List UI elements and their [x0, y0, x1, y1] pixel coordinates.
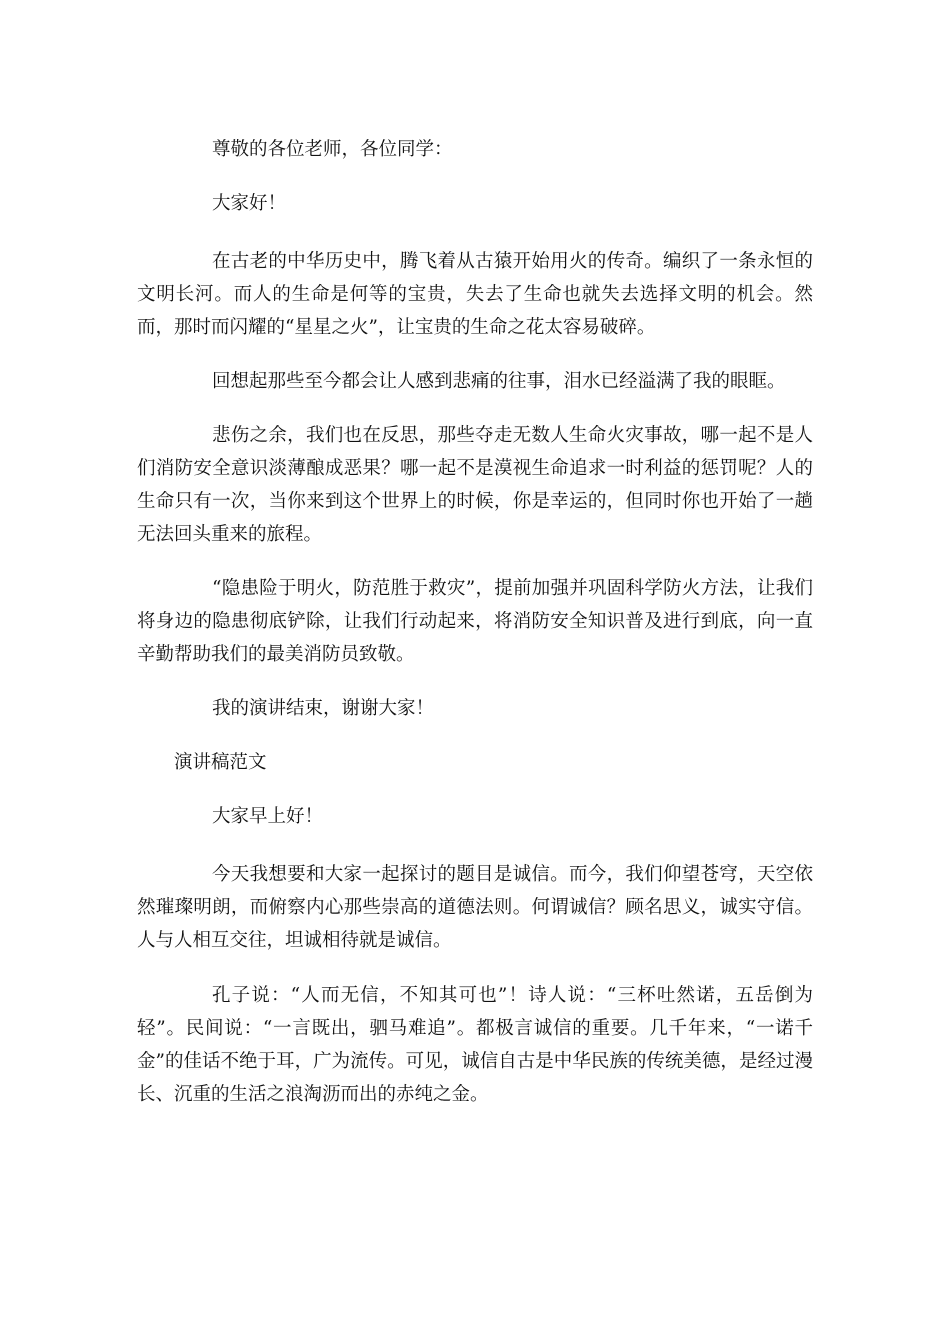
greeting: 大家好！	[212, 193, 287, 214]
paragraph-confucius: 孔子说：“人而无信，不知其可也”！诗人说：“三杯吐然诺，五岳倒为轻”。民间说：“一言既出，驷马难追”。都极言诚信的重要。几千年来，“一诺千金”的佳话不绝于耳，广为流传。可见，诚信自古是中华民族的传统美德，是经过漫长、沉重的生活之浪淘沥而出的赤纯之金。	[137, 985, 813, 1105]
section-title: 演讲稿范文	[174, 752, 267, 773]
paragraph-reflection: 悲伤之余，我们也在反思，那些夺走无数人生命火灾事故，哪一起不是人们消防安全意识淡薄酿成恶果？哪一起不是漠视生命追求一时利益的惩罚呢？人的生命只有一次，当你来到这个世界上的时候，你是幸运的，但同时你也开始了一趟无法回头重来的旅程。	[137, 425, 813, 545]
paragraph-prevention: “隐患险于明火，防范胜于救灾”，提前加强并巩固科学防火方法，让我们将身边的隐患彻底铲除，让我们行动起来，将消防安全知识普及进行到底，向一直辛勤帮助我们的最美消防员致敬。	[137, 578, 813, 665]
paragraph-history: 在古老的中华历史中，腾飞着从古猿开始用火的传奇。编织了一条永恒的文明长河。而人的生命是何等的宝贵，失去了生命也就失去选择文明的机会。然而，那时而闪耀的“星星之火”，让宝贵的生命之花太容易破碎。	[137, 251, 813, 338]
salutation: 尊敬的各位老师，各位同学：	[212, 139, 453, 160]
closing: 我的演讲结束，谢谢大家！	[212, 698, 435, 719]
paragraph-memories: 回想起那些至今都会让人感到悲痛的往事，泪水已经溢满了我的眼眶。	[212, 371, 786, 392]
paragraph-integrity: 今天我想要和大家一起探讨的题目是诚信。而今，我们仰望苍穹，天空依然璀璨明朗，而俯察内心那些崇高的道德法则。何谓诚信？顾名思义，诚实守信。人与人相互交往，坦诚相待就是诚信。	[137, 864, 813, 951]
greeting-morning: 大家早上好！	[212, 806, 324, 827]
